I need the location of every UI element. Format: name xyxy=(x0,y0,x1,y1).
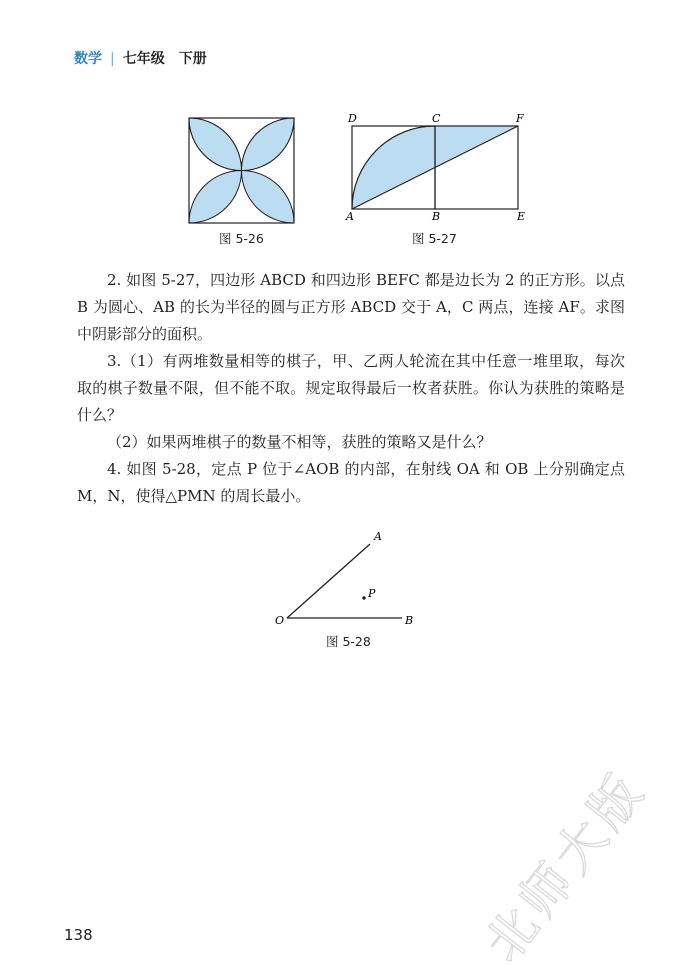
figure-5-27 xyxy=(342,110,532,222)
caption-5-26: 图 5-26 xyxy=(219,231,264,246)
label-a: A xyxy=(374,530,382,543)
point-p xyxy=(362,596,365,599)
figure-5-26 xyxy=(188,117,295,224)
page-number: 138 xyxy=(64,926,93,944)
label-b: B xyxy=(405,614,414,627)
grade-label: 七年级 下册 xyxy=(122,51,207,67)
problem-3-part-2: （2）如果两堆棋子的数量不相等，获胜的策略又是什么？ xyxy=(107,433,492,451)
label-p: P xyxy=(368,587,376,600)
label-e: E xyxy=(517,210,526,222)
label-o: O xyxy=(275,614,285,627)
label-c: C xyxy=(432,112,441,125)
header-separator: | xyxy=(110,51,115,67)
figure-5-28 xyxy=(270,528,420,628)
petal-3 xyxy=(189,171,242,224)
watermark-text: 北师大版 xyxy=(473,760,658,973)
caption-5-27: 图 5-27 xyxy=(412,231,457,246)
label-f: F xyxy=(516,112,524,125)
petal-4 xyxy=(242,171,295,224)
subject-title: 数学 xyxy=(74,51,102,67)
label-d: D xyxy=(348,112,357,125)
label-a: A xyxy=(346,210,354,222)
petal-2 xyxy=(242,118,295,171)
label-b: B xyxy=(432,210,441,222)
problem-2: 2. 如图 5-27，四边形 ABCD 和四边形 BEFC 都是边长为 2 的正方形。以点 B 为圆心、AB 的长为半径的圆与正方形 ABCD 交于 A，C 两点，连接 AF。求图中阴影部分的面积。 xyxy=(77,271,625,343)
publisher-watermark xyxy=(470,750,692,980)
caption-5-28: 图 5-28 xyxy=(326,634,371,649)
problem-3-part-1: 3.（1）有两堆数量相等的棋子，甲、乙两人轮流在其中任意一堆里取，每次取的棋子数量不限，但不能不取。规定取得最后一枚者获胜。你认为获胜的策略是什么？ xyxy=(77,352,625,424)
ray-oa xyxy=(287,544,370,618)
running-header xyxy=(74,48,207,68)
problem-4: 4. 如图 5-28，定点 P 位于∠AOB 的内部，在射线 OA 和 OB 上分别确定点 M，N，使得△PMN 的周长最小。 xyxy=(77,460,625,505)
petal-1 xyxy=(189,118,242,171)
